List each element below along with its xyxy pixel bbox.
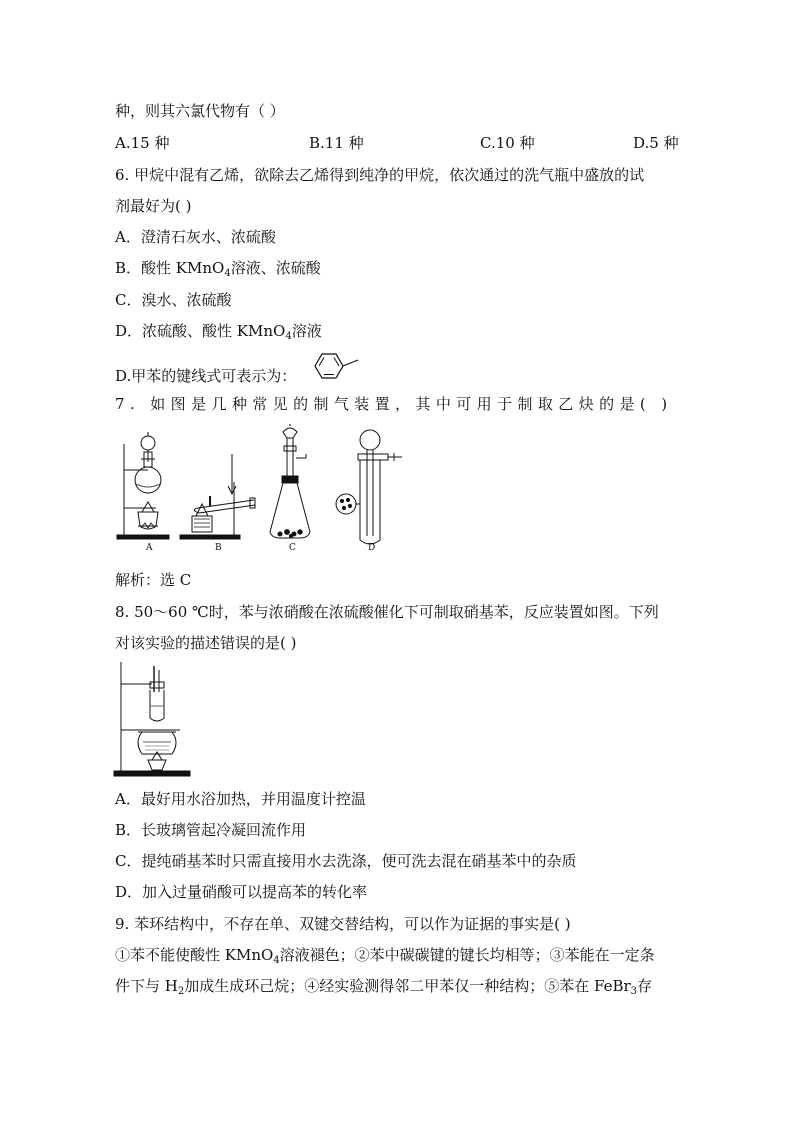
q5-option-d: D.5 种 bbox=[633, 134, 679, 152]
q8-option-d: D．加入过量硝酸可以提高苯的转化率 bbox=[115, 883, 368, 901]
apparatus-c-label: C bbox=[289, 543, 296, 553]
apparatus-d-label: D bbox=[368, 543, 376, 553]
gas-apparatus-figure bbox=[112, 424, 412, 558]
q5-option-a: A.15 种 bbox=[115, 134, 170, 152]
toluene-skeletal-formula bbox=[310, 350, 362, 382]
apparatus-a-label: A bbox=[146, 543, 153, 553]
q6-stem-line2: 剂最好为( ) bbox=[115, 197, 192, 215]
q5-option-b: B.11 种 bbox=[309, 134, 364, 152]
q8-option-b: B．长玻璃管起冷凝回流作用 bbox=[115, 821, 307, 839]
q5-stem-line: 种，则其六氯代物有（ ） bbox=[115, 102, 285, 120]
apparatus-b bbox=[180, 454, 255, 539]
apparatus-c bbox=[270, 424, 310, 538]
apparatus-d bbox=[336, 430, 402, 544]
q9-facts-line1: ①苯不能使酸性 KMnO$_4$溶液褪色；②苯中碳碳键的键长均相等；③苯能在一定条 bbox=[115, 946, 655, 966]
apparatus-b-label: B bbox=[215, 543, 222, 553]
nitration-apparatus-figure bbox=[112, 660, 192, 778]
q9-facts-line2: 件下与 $H_2$加成生成环己烷；④经实验测得邻二甲苯仅一种结构；⑤苯在 FeBr$_3$存 bbox=[115, 977, 653, 997]
q6-option-d: D．浓硫酸、酸性 KMnO$_4$溶液 bbox=[115, 322, 322, 342]
q6-option-b: B．酸性 KMnO$_4$溶液、浓硫酸 bbox=[115, 259, 321, 279]
q8-option-a: A．最好用水浴加热，并用温度计控温 bbox=[115, 790, 366, 808]
q9-stem: 9. 苯环结构中，不存在单、双键交替结构，可以作为证据的事实是( ) bbox=[115, 915, 571, 933]
q8-stem-line2: 对该实验的描述错误的是( ) bbox=[115, 634, 297, 652]
q6-option-a: A．澄清石灰水、浓硫酸 bbox=[115, 228, 276, 246]
q6-option-c: C．溴水、浓硫酸 bbox=[115, 291, 232, 309]
q6-stem-line1: 6. 甲烷中混有乙烯，欲除去乙烯得到纯净的甲烷，依次通过的洗气瓶中盛放的试 bbox=[115, 166, 645, 184]
q8-option-c: C．提纯硝基苯时只需直接用水去洗涤，便可洗去混在硝基苯中的杂质 bbox=[115, 852, 577, 870]
q5-option-c: C.10 种 bbox=[480, 134, 535, 152]
q7-stem: 7. 如图是几种常见的制气装置，其中可用于制取乙炔的是( ) bbox=[115, 395, 673, 413]
q8-stem-line1: 8. 50～60 ℃时，苯与浓硝酸在浓硫酸催化下可制取硝基苯，反应装置如图。下列 bbox=[115, 603, 659, 621]
q7-answer: 解析：选 C bbox=[115, 571, 192, 589]
apparatus-a bbox=[117, 432, 169, 539]
toluene-statement: D.甲苯的键线式可表示为： bbox=[115, 367, 297, 385]
